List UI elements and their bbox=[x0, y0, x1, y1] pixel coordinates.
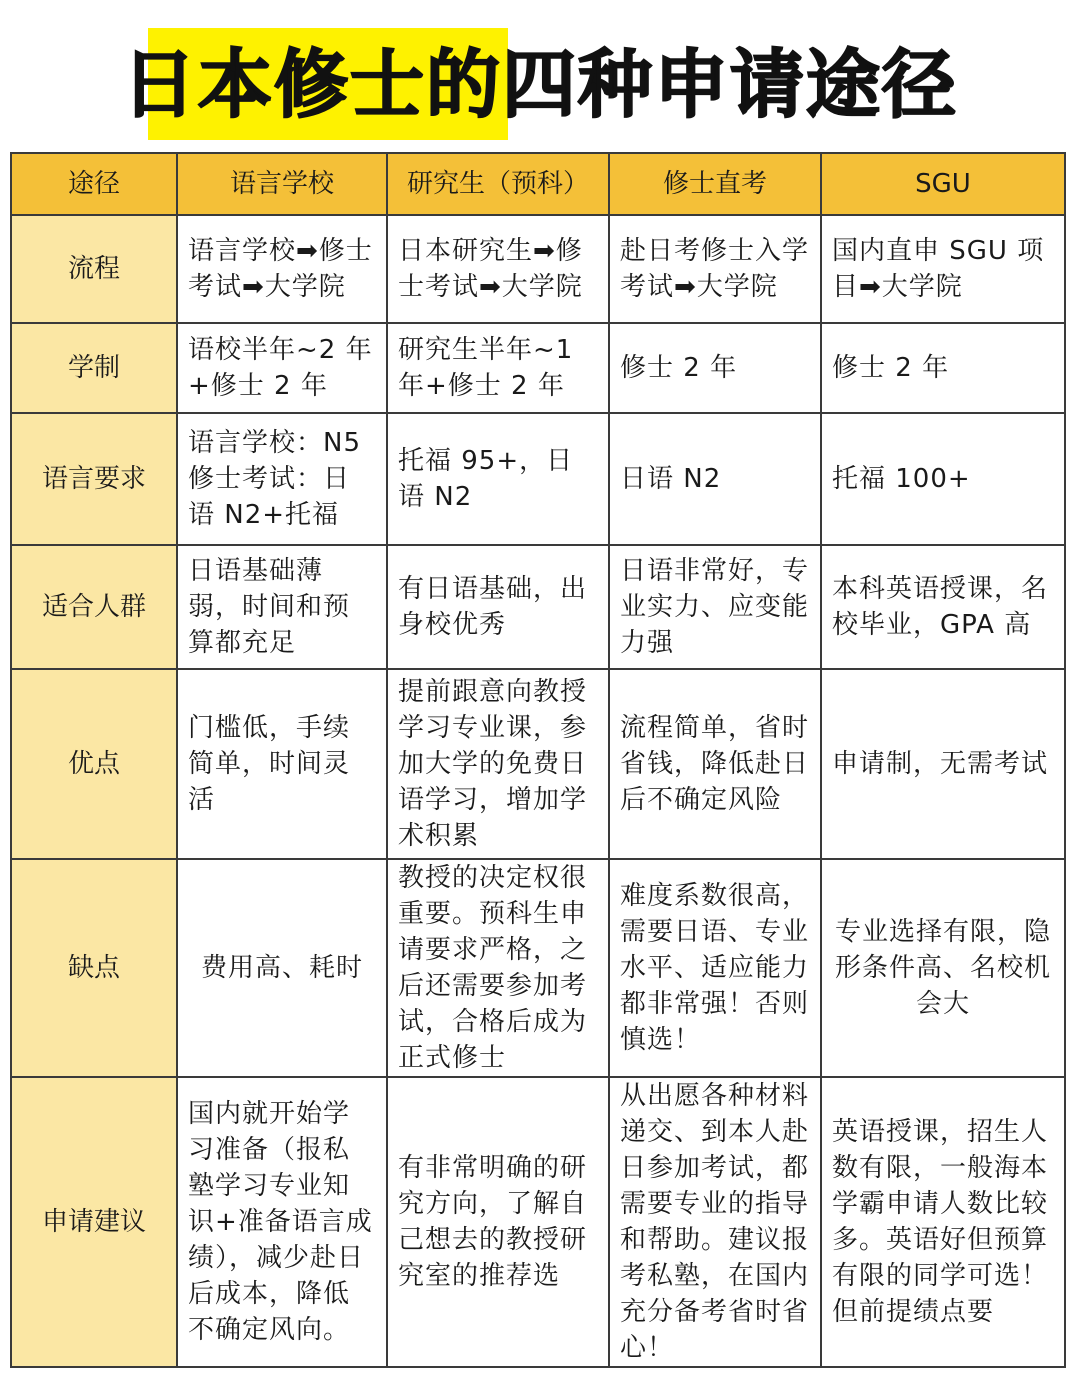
header-research-student: 研究生（预科） bbox=[387, 153, 609, 215]
cell-process-direct-exam: 赴日考修士入学考试➡大学院 bbox=[609, 215, 821, 323]
cell-process-language-school: 语言学校➡修士考试➡大学院 bbox=[177, 215, 387, 323]
title-area bbox=[0, 26, 1080, 144]
header-language-school: 语言学校 bbox=[177, 153, 387, 215]
cell-process-sgu: 国内直申 SGU 项目➡大学院 bbox=[821, 215, 1065, 323]
cell-advantages-language-school: 门槛低，手续简单，时间灵活 bbox=[177, 669, 387, 859]
row-label-process: 流程 bbox=[11, 215, 177, 323]
row-label-language-requirement: 语言要求 bbox=[11, 413, 177, 545]
cell-advantages-sgu: 申请制，无需考试 bbox=[821, 669, 1065, 859]
row-label-duration: 学制 bbox=[11, 323, 177, 413]
cell-language-language-school: 语言学校：N5 修士考试：日语 N2+托福 bbox=[177, 413, 387, 545]
cell-group-language-school: 日语基础薄弱，时间和预算都充足 bbox=[177, 545, 387, 669]
row-label-disadvantages: 缺点 bbox=[11, 859, 177, 1077]
cell-language-sgu: 托福 100+ bbox=[821, 413, 1065, 545]
cell-group-direct-exam: 日语非常好，专业实力、应变能力强 bbox=[609, 545, 821, 669]
table-row-duration bbox=[11, 323, 1065, 413]
table-row-application-advice bbox=[11, 1077, 1065, 1367]
table-row-process bbox=[11, 215, 1065, 323]
cell-advice-sgu: 英语授课，招生人数有限，一般海本学霸申请人数比较多。英语好但预算有限的同学可选！但前提绩点要 bbox=[821, 1077, 1065, 1367]
cell-advice-research-student: 有非常明确的研究方向，了解自己想去的教授研究室的推荐选 bbox=[387, 1077, 609, 1367]
cell-disadvantages-sgu: 专业选择有限，隐形条件高、名校机会大 bbox=[821, 859, 1065, 1077]
cell-process-research-student: 日本研究生➡修士考试➡大学院 bbox=[387, 215, 609, 323]
cell-group-sgu: 本科英语授课，名校毕业，GPA 高 bbox=[821, 545, 1065, 669]
cell-language-direct-exam: 日语 N2 bbox=[609, 413, 821, 545]
cell-language-research-student: 托福 95+，日语 N2 bbox=[387, 413, 609, 545]
table-row-language-requirement bbox=[11, 413, 1065, 545]
cell-advantages-direct-exam: 流程简单，省时省钱，降低赴日后不确定风险 bbox=[609, 669, 821, 859]
header-direct-exam: 修士直考 bbox=[609, 153, 821, 215]
cell-disadvantages-research-student: 教授的决定权很重要。预科生申请要求严格，之后还需要参加考试，合格后成为正式修士 bbox=[387, 859, 609, 1077]
table-row-suitable-group bbox=[11, 545, 1065, 669]
header-route: 途径 bbox=[11, 153, 177, 215]
header-sgu: SGU bbox=[821, 153, 1065, 215]
row-label-advantages: 优点 bbox=[11, 669, 177, 859]
cell-disadvantages-language-school: 费用高、耗时 bbox=[177, 859, 387, 1077]
cell-duration-sgu: 修士 2 年 bbox=[821, 323, 1065, 413]
route-comparison-table bbox=[10, 152, 1066, 1368]
cell-duration-direct-exam: 修士 2 年 bbox=[609, 323, 821, 413]
cell-disadvantages-direct-exam: 难度系数很高，需要日语、专业水平、适应能力都非常强！否则慎选！ bbox=[609, 859, 821, 1077]
cell-duration-research-student: 研究生半年~1 年+修士 2 年 bbox=[387, 323, 609, 413]
cell-duration-language-school: 语校半年~2 年+修士 2 年 bbox=[177, 323, 387, 413]
table-row-disadvantages bbox=[11, 859, 1065, 1077]
table-header-row bbox=[11, 153, 1065, 215]
cell-group-research-student: 有日语基础，出身校优秀 bbox=[387, 545, 609, 669]
cell-advice-direct-exam: 从出愿各种材料递交、到本人赴日参加考试，都需要专业的指导和帮助。建议报考私塾，在国内充分备考省时省心！ bbox=[609, 1077, 821, 1367]
row-label-suitable-group: 适合人群 bbox=[11, 545, 177, 669]
row-label-application-advice: 申请建议 bbox=[11, 1077, 177, 1367]
page-title: 日本修士的四种申请途径 bbox=[122, 42, 958, 128]
table-row-advantages bbox=[11, 669, 1065, 859]
cell-advice-language-school: 国内就开始学习准备（报私塾学习专业知识+准备语言成绩），减少赴日后成本，降低不确定风向。 bbox=[177, 1077, 387, 1367]
cell-advantages-research-student: 提前跟意向教授学习专业课，参加大学的免费日语学习，增加学术积累 bbox=[387, 669, 609, 859]
